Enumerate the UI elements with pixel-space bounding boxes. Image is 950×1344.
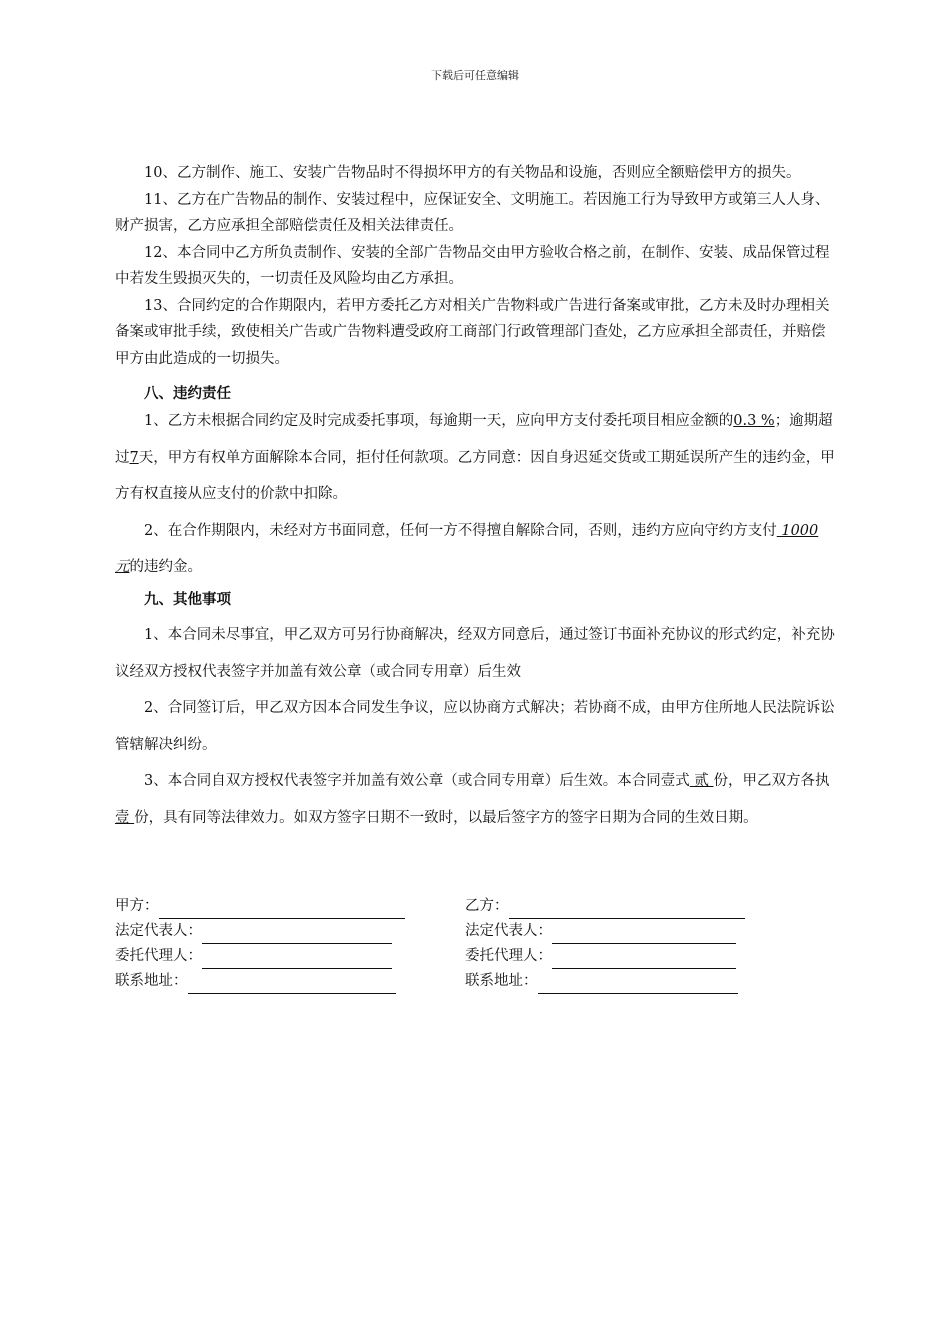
signature-row-address [115,969,835,994]
party-a-legal-rep-line[interactable] [202,926,392,944]
party-b-address-label: 联系地址： [465,973,538,989]
section-nine-title: 九、其他事项 [144,591,231,608]
page-header-note: 下载后可任意编辑 [431,69,519,82]
other-clause-3 [115,763,835,836]
breach-clause-1-text-b: ；逾期超过 [115,413,833,466]
party-a-label: 甲方： [115,898,159,914]
breach-clause-2-text-b: 的违约金。 [129,559,202,575]
party-b-label: 乙方： [465,898,509,914]
section-eight [115,403,835,586]
signature-block [115,894,835,994]
party-b-line[interactable] [509,901,745,919]
penalty-amount-value: 1000 元 [115,522,819,575]
clause-12: 12、本合同中乙方所负责制作、安装的全部广告物品交由甲方验收合格之前，在制作、安装、成品保管过程中若发生毁损灭失的，一切责任及风险均由乙方承担。 [115,244,830,287]
signature-row-legal-rep [115,919,835,944]
other-clause-2: 2、合同签订后，甲乙双方因本合同发生争议，应以协商方式解决；若协商不成，由甲方住所地人民法院诉讼管辖解决纠纷。 [115,700,835,753]
party-b-legal-rep-line[interactable] [552,926,736,944]
section-eight-heading [115,383,835,405]
breach-clause-2-text-a: 2、在合作期限内，未经对方书面同意，任何一方不得擅自解除合同，否则，违约方应向守约方支付 [144,522,777,539]
breach-clause-1 [115,403,835,513]
section-seven-continued [115,160,835,372]
party-b-agent-label: 委托代理人： [465,948,552,964]
party-b-legal-rep-label: 法定代表人： [465,923,552,939]
copies-each-value: 壹 [115,809,135,826]
late-rate-value: 0.3 % [733,413,775,429]
party-a-line[interactable] [159,901,405,919]
section-nine [115,617,835,836]
section-nine-heading [115,589,835,611]
breach-clause-1-text-a: 1、乙方未根据合同约定及时完成委托事项，每逾期一天，应向甲方支付委托项目相应金额的 [144,413,734,429]
clause-11: 11、乙方在广告物品的制作、安装过程中，应保证安全、文明施工。若因施工行为导致甲方或第三人人身、财产损害，乙方应承担全部赔偿责任及相关法律责任。 [115,191,830,234]
party-a-address-line[interactable] [188,976,396,994]
party-b-address-line[interactable] [538,976,738,994]
section-eight-title: 八、违约责任 [144,385,231,402]
party-b-agent-line[interactable] [552,951,736,969]
other-clause-3-text-a: 3、本合同自双方授权代表签字并加盖有效公章（或合同专用章）后生效。本合同壹式 [144,773,690,789]
other-clause-1: 1、本合同未尽事宜，甲乙双方可另行协商解决，经双方同意后，通过签订书面补充协议的形式约定，补充协议经双方授权代表签字并加盖有效公章（或合同专用章）后生效 [115,627,835,680]
other-clause-3-text-b: 份，甲乙双方各执 [713,773,830,789]
party-a-agent-label: 委托代理人： [115,948,202,964]
breach-clause-1-text-c: 天，甲方有权单方面解除本合同，拒付任何款项。乙方同意：因自身迟延交货或工期延误所产生的违约金，甲方有权直接从应支付的价款中扣除。 [115,449,835,502]
overdue-days-value: 7 [129,449,139,466]
breach-clause-2 [115,513,835,586]
party-a-address-label: 联系地址： [115,973,188,989]
other-clause-3-text-c: 份，具有同等法律效力。如双方签字日期不一致时，以最后签字方的签字日期为合同的生效日期。 [134,809,758,826]
party-a-agent-line[interactable] [202,951,392,969]
copies-total-value: 贰 [689,773,714,789]
party-a-legal-rep-label: 法定代表人： [115,923,202,939]
clause-13: 13、合同约定的合作期限内，若甲方委托乙方对相关广告物料或广告进行备案或审批，乙方未及时办理相关备案或审批手续，致使相关广告或广告物料遭受政府工商部门行政管理部门查处，乙方应承担全部责任，并赔偿甲方由此造成的一切损失。 [115,297,830,367]
signature-row-agent [115,944,835,969]
signature-row-party [115,894,835,919]
clause-10: 10、乙方制作、施工、安装广告物品时不得损坏甲方的有关物品和设施，否则应全额赔偿甲方的损失。 [144,165,801,181]
